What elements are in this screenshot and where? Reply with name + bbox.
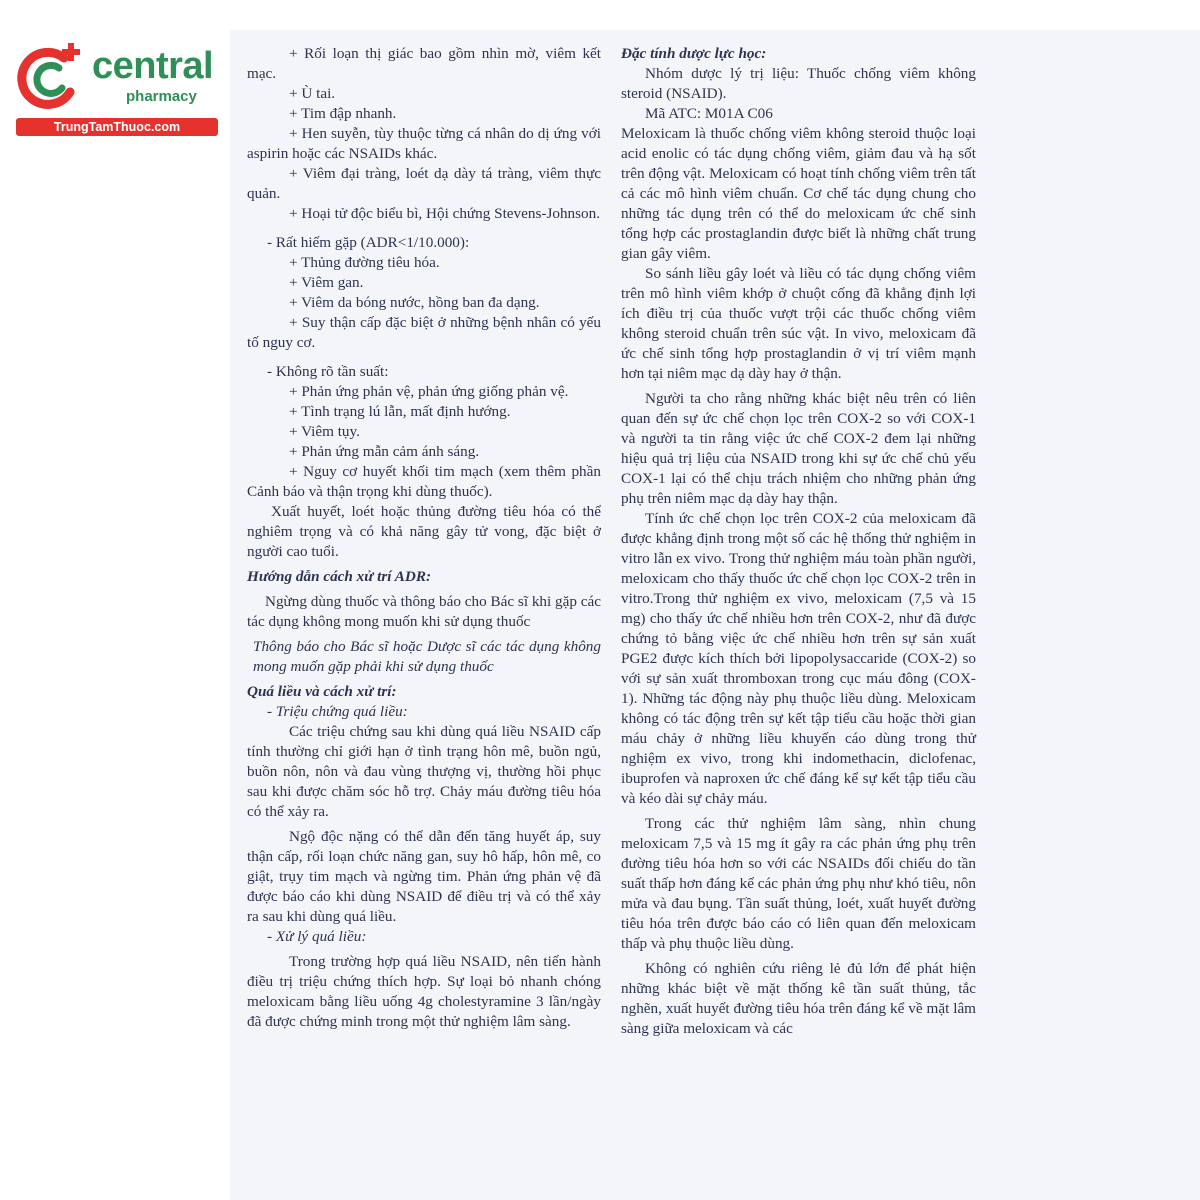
paragraph: + Tim đập nhanh. <box>289 105 397 122</box>
paragraph: Không có nghiên cứu riêng lẻ đủ lớn để phát hiện những khác biệt về mặt thống kê tần suất thủng, tắc nghẽn, xuất huyết đường tiêu hóa trên đáng kể về mặt lâm sàng giữa meloxicam và các <box>621 960 976 1037</box>
paragraph: + Tình trạng lú lẫn, mất định hướng. <box>289 403 511 420</box>
subheading: - Triệu chứng quá liều: <box>267 703 408 720</box>
paragraph: + Nguy cơ huyết khối tim mạch (xem thêm phần Cảnh báo và thận trọng khi dùng thuốc). <box>247 463 601 500</box>
paragraph: So sánh liều gây loét và liều có tác dụng chống viêm trên mô hình viêm khớp ở chuột cống đã khẳng định lợi ích điều trị của thuốc vượt trội các thuốc chống viêm không steroid chuẩn trên súc vật. In vivo, meloxicam đã ức chế sinh tổng hợp prostaglandin ở vị trí viêm mạnh hơn tại niêm mạc dạ dày hay ở thận. <box>621 265 976 382</box>
central-pharmacy-logo-icon <box>12 40 90 118</box>
brand-logo[interactable] <box>8 36 218 136</box>
paragraph: Xuất huyết, loét hoặc thủng đường tiêu hóa có thể nghiêm trọng và có khả năng gây tử vong, đặc biệt ở người cao tuổi. <box>247 503 601 560</box>
brand-url: TrungTamThuoc.com <box>16 118 218 136</box>
paragraph: Meloxicam là thuốc chống viêm không steroid thuộc loại acid enolic có tác dụng chống viêm, giảm đau và hạ sốt trên động vật. Meloxicam có hoạt tính chống viêm trên tất cả các mô hình viêm chuẩn. Cơ chế tác dụng chung cho những tác dụng trên có thể do meloxicam ức chế sinh tổng hợp các prostaglandin được biết là những chất trung gian gây viêm. <box>621 125 976 262</box>
paragraph: + Hoại tử độc biểu bì, Hội chứng Stevens-Johnson. <box>289 205 601 222</box>
paragraph: + Viêm da bóng nước, hồng ban đa dạng. <box>289 294 540 311</box>
paragraph: + Viêm đại tràng, loét dạ dày tá tràng, viêm thực quản. <box>247 165 601 202</box>
paragraph: - Rất hiếm gặp (ADR<1/10.000): <box>267 234 470 251</box>
paragraph: + Viêm tụy. <box>289 423 360 440</box>
paragraph: Người ta cho rằng những khác biệt nêu trên có liên quan đến sự ức chế chọn lọc trên COX-2 so với COX-1 và người ta tin rằng việc ức chế COX-2 đem lại những hiệu quả trị liệu của NSAID trong khi sự ức chế chủ yếu COX-1 lại có thể chịu trách nhiệm cho những phản ứng phụ trên niêm mạc dạ dày hay thận. <box>621 390 976 507</box>
right-column <box>621 44 976 1039</box>
subheading: - Xử lý quá liều: <box>267 928 367 945</box>
brand-subtitle: pharmacy <box>126 88 197 105</box>
paragraph: + Hen suyễn, tùy thuộc từng cá nhân do dị ứng với aspirin hoặc các NSAIDs khác. <box>247 125 601 162</box>
paragraph: + Rối loạn thị giác bao gồm nhìn mờ, viêm kết mạc. <box>247 45 601 82</box>
paragraph: Các triệu chứng sau khi dùng quá liều NSAID cấp tính thường chỉ giới hạn ở tình trạng hôn mê, buồn ngủ, buồn nôn, nôn và đau vùng thượng vị, thường hồi phục sau khi được chăm sóc hỗ trợ. Chảy máu đường tiêu hóa có thể xảy ra. <box>247 723 601 820</box>
brand-name: central <box>92 45 214 87</box>
paragraph: Ngừng dùng thuốc và thông báo cho Bác sĩ khi gặp các tác dụng không mong muốn khi sử dụng thuốc <box>247 593 601 630</box>
section-heading: Quá liều và cách xử trí: <box>247 683 397 700</box>
paragraph: Trong các thử nghiệm lâm sàng, nhìn chung meloxicam 7,5 và 15 mg ít gây ra các phản ứng phụ trên đường tiêu hóa hơn so với các NSAIDs đối chiếu do tần suất thấp hơn đáng kể các phản ứng phụ như khó tiêu, nôn mửa và đau bụng. Tần suất thủng, loét, xuất huyết đường tiêu hóa trên được báo cáo có liên quan đến meloxicam thấp và phụ thuộc liều dùng. <box>621 815 976 952</box>
paragraph: Mã ATC: M01A C06 <box>645 105 773 122</box>
section-heading: Hướng dẫn cách xử trí ADR: <box>247 568 432 585</box>
paragraph: + Thủng đường tiêu hóa. <box>289 254 440 271</box>
paragraph: Tính ức chế chọn lọc trên COX-2 của meloxicam đã được khẳng định trong một số các hệ thống thử nghiệm in vitro lẫn ex vivo. Trong thử nghiệm máu toàn phần người, meloxicam cho thấy thuốc ức chế chọn lọc COX-2 trên in vitro.Trong thử nghiệm ex vivo, meloxicam (7,5 và 15 mg) cho thấy ức chế nhiều hơn trên COX-2, như đã được chứng tỏ bằng việc ức chế nhiều hơn trên sự sản xuất PGE2 được kích thích bởi lipopolysaccaride (COX-2) so với sự sản xuất thromboxan trong cục máu đông (COX-1). Những tác động này phụ thuộc liều dùng. Meloxicam không có tác động trên sự kết tập tiểu cầu hoặc thời gian máu chảy ở những liều khuyến cáo dùng trong thử nghiệm ex vivo, trong khi indomethacin, diclofenac, ibuprofen và naproxen ức chế đáng kể sự kết tập tiểu cầu và kéo dài sự chảy máu. <box>621 510 976 807</box>
paragraph: + Ù tai. <box>289 85 336 102</box>
paragraph: Nhóm dược lý trị liệu: Thuốc chống viêm không steroid (NSAID). <box>621 65 976 102</box>
paragraph: - Không rõ tần suất: <box>267 363 389 380</box>
paragraph: + Phản ứng phản vệ, phản ứng giống phản vệ. <box>289 383 569 400</box>
paragraph: Trong trường hợp quá liều NSAID, nên tiến hành điều trị triệu chứng thích hợp. Sự loại bỏ nhanh chóng meloxicam bằng liều uống 4g cholestyramine 3 lần/ngày đã được chứng minh trong một thử nghiệm lâm sàng. <box>247 953 601 1030</box>
paragraph: + Viêm gan. <box>289 274 364 291</box>
paragraph: + Phản ứng mẫn cảm ánh sáng. <box>289 443 480 460</box>
italic-note: Thông báo cho Bác sĩ hoặc Dược sĩ các tác dụng không mong muốn gặp phải khi sử dụng thuốc <box>253 638 601 675</box>
left-column <box>247 44 601 1032</box>
section-heading: Đặc tính dược lực học: <box>621 45 767 62</box>
paragraph: Ngộ độc nặng có thể dẫn đến tăng huyết áp, suy thận cấp, rối loạn chức năng gan, suy hô hấp, hôn mê, co giật, trụy tim mạch và ngừng tim. Phản ứng phản vệ đã được báo cáo khi dùng NSAID để điều trị và có thể xảy ra sau khi dùng quá liều. <box>247 828 601 925</box>
paragraph: + Suy thận cấp đặc biệt ở những bệnh nhân có yếu tố nguy cơ. <box>247 314 601 351</box>
